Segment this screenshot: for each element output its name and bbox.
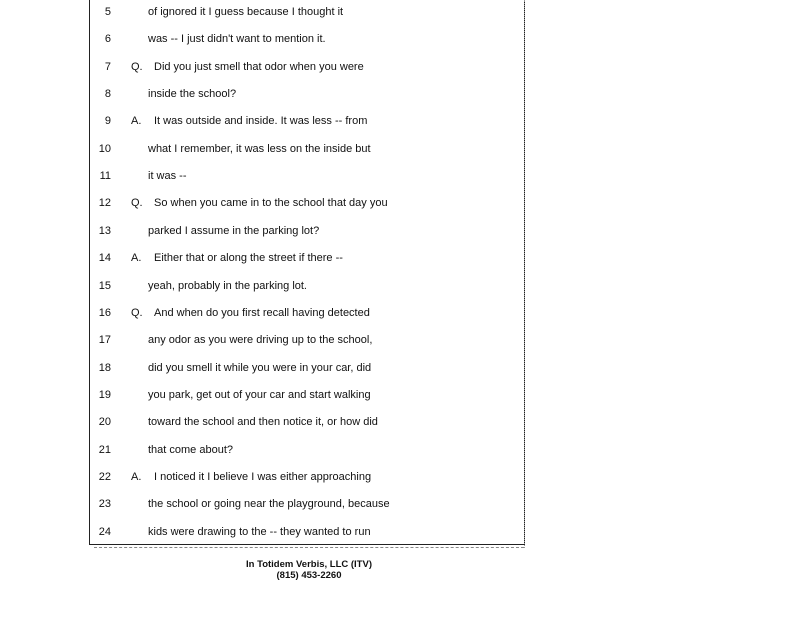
transcript-line: [0, 195, 800, 211]
line-number: 24: [98, 526, 111, 538]
line-number: 10: [98, 143, 111, 155]
transcript-line: [0, 332, 800, 348]
line-text: parked I assume in the parking lot?: [148, 225, 320, 237]
line-text: the school or going near the playground, because: [148, 498, 390, 510]
line-text: toward the school and then notice it, or how did: [148, 416, 378, 428]
transcript-line: [0, 4, 800, 20]
line-text: did you smell it while you were in your car, did: [148, 362, 372, 374]
line-text: Either that or along the street if there --: [154, 252, 343, 264]
transcript-line: [0, 141, 800, 157]
page-footer: [200, 559, 418, 581]
line-number: 14: [98, 252, 111, 264]
line-number: 19: [98, 389, 111, 401]
line-number: 6: [104, 33, 111, 45]
line-text: It was outside and inside. It was less -- from: [154, 115, 368, 127]
line-number: 8: [104, 88, 111, 100]
line-text: kids were drawing to the -- they wanted to run: [148, 526, 371, 538]
transcript-line: [0, 250, 800, 266]
transcript-line: [0, 59, 800, 75]
transcript-line: [0, 524, 800, 540]
transcript-line: [0, 223, 800, 239]
line-text: inside the school?: [148, 88, 237, 100]
line-text: was -- I just didn't want to mention it.: [148, 33, 326, 45]
transcript-line: [0, 113, 800, 129]
speaker-label: Q.: [131, 61, 143, 73]
line-text: And when do you first recall having detected: [154, 307, 370, 319]
speaker-label: A.: [131, 115, 142, 127]
footer-company: In Totidem Verbis, LLC (ITV): [246, 559, 372, 570]
transcript-line: [0, 469, 800, 485]
transcript-line: [0, 86, 800, 102]
line-number: 5: [104, 6, 111, 18]
line-text: it was --: [148, 170, 187, 182]
footer-phone: (815) 453-2260: [276, 570, 342, 581]
speaker-label: Q.: [131, 307, 143, 319]
line-number: 22: [98, 471, 111, 483]
line-number: 7: [104, 61, 111, 73]
line-number: 21: [98, 444, 111, 456]
transcript-line: [0, 31, 800, 47]
line-number: 17: [98, 334, 111, 346]
line-text: any odor as you were driving up to the school,: [148, 334, 373, 346]
line-text: that come about?: [148, 444, 234, 456]
line-number: 9: [104, 115, 111, 127]
line-text: of ignored it I guess because I thought it: [148, 6, 344, 18]
line-text: Did you just smell that odor when you were: [154, 61, 364, 73]
line-number: 20: [98, 416, 111, 428]
line-text: yeah, probably in the parking lot.: [148, 280, 307, 292]
transcript-line: [0, 442, 800, 458]
transcript-line: [0, 360, 800, 376]
transcript-line: [0, 168, 800, 184]
line-number: 16: [98, 307, 111, 319]
page-edge-shadow: [524, 0, 527, 548]
line-number: 15: [98, 280, 111, 292]
line-text: what I remember, it was less on the inside but: [148, 143, 371, 155]
line-text: So when you came in to the school that day you: [154, 197, 388, 209]
transcript-line: [0, 496, 800, 512]
line-number: 13: [98, 225, 111, 237]
line-text: I noticed it I believe I was either approaching: [154, 471, 372, 483]
transcript-line: [0, 305, 800, 321]
line-number: 23: [98, 498, 111, 510]
transcript-line: [0, 278, 800, 294]
transcript-page: [89, 0, 525, 545]
speaker-label: A.: [131, 252, 142, 264]
speaker-label: A.: [131, 471, 142, 483]
transcript-line: [0, 387, 800, 403]
line-number: 12: [98, 197, 111, 209]
line-text: you park, get out of your car and start walking: [148, 389, 371, 401]
line-number: 18: [98, 362, 111, 374]
transcript-line: [0, 414, 800, 430]
line-number: 11: [99, 170, 111, 182]
speaker-label: Q.: [131, 197, 143, 209]
